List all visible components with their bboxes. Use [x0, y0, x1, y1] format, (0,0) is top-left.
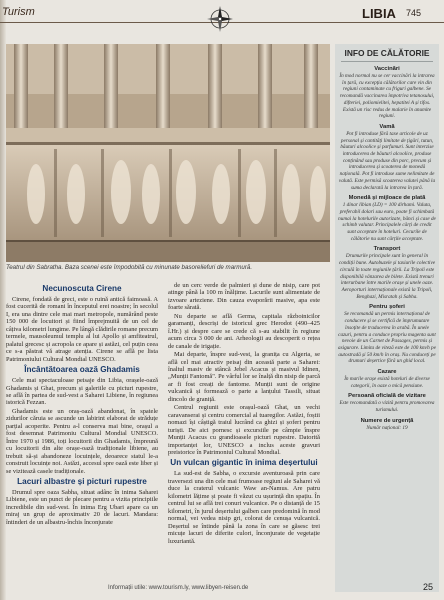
sidebar-text: În marile orașe există hoteluri de diverse categorii, în oaze o mică pensiune.	[344, 376, 430, 389]
article-paragraph: Centrul regiunii este orașul-oază Ghat, un vechi caravanserai și centru comercial al tuaregilor. Astăzi, foștii nomazi își câștigă traiul lucrând ca ghizi și șoferi pentru turiști. De aici pornesc și excursiile pe câmpie înspre Munții Acacus cu grandioasele picturi rupestre. Datorită importanței lor, UNESCO a inclus aceste gravuri preistorice în Patrimoniul Cultural Mondial.	[168, 404, 320, 456]
sidebar-text: 1 dinar libian (LD) = 100 dirhami. Valuta, preferabil dolari sau euro, poate fi schimbată numai la hotelurile autorizate, bănci și case de schimb valutar. Principalele cărți de credit sunt acceptate în hoteluri. Cecurile de călătorie nu sunt cărțile acceptate.	[338, 202, 436, 242]
compass-rose-icon	[206, 5, 234, 33]
sidebar-heading: Pentru șoferi	[369, 304, 405, 311]
travel-info-sidebar	[335, 44, 439, 592]
article-subheading: Necunoscuta Cirene	[42, 284, 122, 293]
photo-caption: Teatrul din Sabratha. Baza scenei este împodobită cu minunate basoreliefuri de marmură.	[6, 264, 253, 271]
footer-page-number: 25	[423, 582, 434, 592]
page-header	[0, 0, 444, 44]
sidebar-text: În mod normal nu se cer vaccinări la intrarea în țară, cu excepția călătorilor care vin din regiuni contaminate cu friguri galbene. Se recomandă vaccinarea împotriva tetanosului, difteriei, poliomielitei, hepatitei A și tifos. Există un risc redus de malarie în anumite regiuni.	[339, 73, 435, 120]
section-label: Turism	[2, 6, 35, 18]
sabratha-theatre-photo	[6, 44, 330, 262]
article-paragraph: Ghadamis este un oraș-oază abandonat, în spatele zidurilor căruia se ascunde un labirint elaborat de străduțe parțial acoperite. Pentru a-l conserva mai bine, orașul a fost desemnat Patrimoniu Cultural Mondial UNESCO. Între 1970 și 1986, toți locuitorii din Ghadamis, împreună cu locuitorii din alte orașe-oază tradiționale libiene, au trebuit să-și abandoneze locuințele, deoarece statul le-a construit locuințe noi. Astăzi, accesul spre oază este liber și se vizitează casele tradiționale.	[6, 407, 158, 475]
article-subheading: Lacuri albastre și picturi rupestre	[17, 476, 147, 486]
sidebar-heading: Transport	[373, 246, 401, 253]
sidebar-heading: Vaccinări	[374, 66, 400, 72]
country-title: LIBIA	[362, 6, 396, 21]
article-column-2	[168, 282, 320, 546]
article-subheading: Încântătoarea oază Ghadamis	[24, 365, 140, 375]
sidebar-text: Este recomandată o vizită pentru promovarea turismului.	[339, 400, 435, 414]
article-paragraph: Nu departe se află Germa, capitala războinicilor garamanți, descriși de istoricul grec Herodot (490–425 î.Hr.) și despre care se crede că s-au stabilit în regiune acum circa 3 000 de ani. Arheologii au descoperit o rețea de canale de irigație.	[168, 312, 320, 350]
sidebar-heading: Vamă	[379, 123, 395, 130]
sidebar-heading: Cazare	[377, 369, 397, 376]
footer-info-links: Informații utile: www.tourism.ly, www.libyen-reisen.de	[108, 585, 249, 591]
sidebar-text: Se recomandă un permis internațional de conducere și se certifică de împrumutare însoțite de traducerea în arabă. În unele cazuri, pentru a conduce propriu magenta sunt nevoie de un Carnet de Passages, permis și asigurare. Limita de viteză este de 100 km/h pe autostradă și 50 km/h în oraș. Nu conduceți pe drumuri deșertice fără un ghid local.	[338, 311, 436, 365]
sidebar-text: Pot fi introduse fără taxe articole de uz personal și cantități limitate de țigări, tutun, băuturi alcoolice și parfumuri. Sunt interzise introducerea de băuturi alcoolice, produse conținând sau produse din porc, precum și introducerea și scoaterea de monedă națională. Pot fi introduse sume nelimitate de valută. Este permisă scoaterea valutei până la suma declarată la intrarea în țară.	[338, 130, 436, 191]
article-paragraph: La sud-est de Sabha, o excursie aventuroasă prin care traversezi una din cele mai frumoase regiuni ale Saharei vă duce la craterul vulcanic Waw an-Namus. Are patru kilometri lățime și poate fi văzut cu ușurință din spațiu. În centrul lui se află trei conuri vulcanice. Pe o distanță de 15 kilometri, în jurul deșertului galben care predomină în mod normal, vei vedea nisip gri, colorat de cenușa vulcanică. Deșertul se întinde până la zona în care se găsesc trei micuțe lacuri de diferite culori, înconjurate de vegetație luxuriantă.	[168, 470, 320, 545]
article-paragraph: Cirene, fondată de greci, este o ruină antică faimoasă. A fost cucerită de romani în începutul erei noastre; în secolul I, era una dintre cele mai mari metropole, numărând peste 150 000 de locuitori și fiind împrejmuită de un cel de câțiva kilometri lungime. Pe lângă clădirile romane precum termele, mausoleumul templu al lui Apollo și amfiteatrul, palatul grecesc și acropola ce apare și astăzi, cel puțin ceea ce s-a păstrat vă atrage atenția. Cirene se află pe lista Patrimoniului Cultural Mondial UNESCO.	[6, 296, 158, 363]
article-paragraph: Cele mai spectaculoase peisaje din Libia, orașele-oază Ghadamis și Ghat, precum și galeriile cu picturi rupestre, se află în partea de sud-vest a Saharei Libiene, în regiunea istorică Fezzan.	[6, 377, 158, 407]
sidebar-heading: Persoană oficială de vizitare	[348, 393, 426, 400]
sidebar-text: Număr național: 19	[366, 424, 408, 431]
article-paragraph: Drumul spre oaza Sabha, situat adânc în inima Saharei Libiene, este un punct de plecare pentru a vizita principiile incredibile din sud-vest. În inima Erg Ubari apare ca un miraj un grup de aproximativ 20 de lacuri. Mandara: întinderi de un albastru-închis înconjurate	[6, 488, 158, 526]
sidebar-title: INFO DE CĂLĂTORIE	[341, 44, 433, 62]
article-column-1	[6, 282, 158, 527]
article-paragraph: Mai departe, înspre sud-vest, la granița cu Algeria, se află cel mai atractiv peisaj din această parte a Saharei: înaltul masiv de stâncă Jebel Acacus și masivul Idinen, „Munții Fantomă". Pe vârful lor se înalță din nisip de parcă ar fi fost creați de fantome. Munții sunt de origine vulcanică și formează o parte a lanțului Tassili, situat dincolo de graniță.	[168, 351, 320, 403]
header-page-number: 745	[406, 8, 422, 18]
sidebar-heading: Numere de urgență	[360, 417, 414, 424]
article-paragraph: de un cerc verde de palmieri și dune de nisip, care pot atinge până la 100 m înălțime. Lacurile sunt alimentate de izvoare arteziene. Din cauza evaporării masive, apa este foarte sărată.	[168, 282, 320, 312]
sidebar-heading: Monedă și mijloace de plată	[348, 195, 426, 202]
sidebar-blocks	[335, 66, 439, 432]
sidebar-text: Drumurile principale sunt în general în condiții bune. Autobuzele și taxiurile colective circulă în toate regiunile țării. La Tripoli este disponibilă vânzarea de bilete. Există trenuri interurbane între marile orașe și unele oaze. Aeroporturi internaționale există la Tripoli, Benghazi, Misratah și Sabha.	[338, 253, 436, 300]
article-subheading: Un vulcan gigantic în inima deșertului	[170, 458, 318, 468]
